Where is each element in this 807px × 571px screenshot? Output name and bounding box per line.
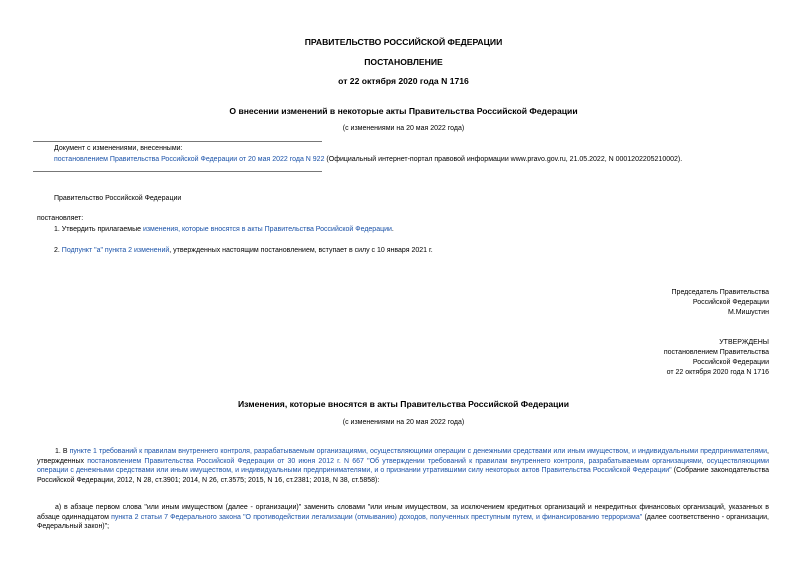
decrees-text: постановляет:	[37, 215, 84, 222]
issuer-text: Правительство Российской Федерации	[54, 195, 182, 202]
document-type: ПОСТАНОВЛЕНИЕ	[364, 57, 443, 67]
signature-position: Председатель Правительства	[671, 289, 769, 296]
document-title: О внесении изменений в некоторые акты Правительства Российской Федерации	[229, 106, 578, 116]
subparagraph-link[interactable]: Подпункт "а" пункта 2 изменений	[61, 247, 170, 254]
approved-line-4: от 22 октября 2020 года N 1716	[666, 369, 769, 376]
paragraph-1: 1. Утвердить прилагаемые изменения, которые вносятся в акты Правительства Российской Федерации.	[54, 226, 394, 233]
federal-law-link[interactable]: пункта 2 статьи 7 Федерального закона "О противодействии легализации (отмыванию) доходов, полученных преступным путем, и финансированию терроризма"	[111, 513, 643, 521]
document-date-number: от 22 октября 2020 года N 1716	[338, 76, 469, 86]
changes-label: Документ с изменениями, внесенными:	[54, 145, 183, 152]
annex-amendment-note: (с изменениями на 20 мая 2022 года)	[342, 419, 465, 426]
annex-title: Изменения, которые вносятся в акты Правительства Российской Федерации	[237, 399, 569, 409]
changes-line	[54, 156, 682, 163]
changes-annex-link[interactable]: изменения, которые вносятся в акты Правительства Российской Федерации	[142, 226, 392, 233]
signature-name: М.Мишустин	[727, 309, 769, 316]
government-heading: ПРАВИТЕЛЬСТВО РОССИЙСКОЙ ФЕДЕРАЦИИ	[304, 37, 503, 47]
divider-top	[33, 141, 322, 142]
approved-line-2: постановлением Правительства	[663, 349, 769, 356]
paragraph-2: 2. Подпункт "а" пункта 2 изменений, утвержденных настоящим постановлением, вступает в силу с 10 января 2021 г.	[54, 247, 433, 254]
requirements-link[interactable]: пункте 1 требований к правилам внутреннего контроля, разрабатываемым организациями, осуществляющими операции с денежными средствами или иным имуществом, и индивидуальными предпринимателями	[69, 448, 768, 455]
resolution-667-link[interactable]: постановлением Правительства Российской Федерации от 30 июня 2012 г. N 667 "Об утверждении требований к правилам внутреннего контроля, разрабатываемым организациями, осуществляющими операции с денежными средствами или иным имуществом, и индивидуальными предпринимателями, и о признании утратившими силу некоторых актов Правительства Российской Федерации"	[37, 457, 770, 475]
changes-link[interactable]: постановлением Правительства Российской Федерации от 20 мая 2022 года N 922	[54, 156, 325, 163]
annex-item-1: 1. В пункте 1 требований к правилам внутреннего контроля, разрабатываемым организациями, осуществляющими операции с денежными средствами или иным имуществом, и индивидуальными предпринимателями, утвержденных постановлением Правительства Российской Федерации от 30 июня 2012 г. N 667 "Об утверждении требований к правилам внутреннего контроля, разрабатываемым организациями, осуществляющими операции с денежными средствами или иным имуществом, и индивидуальными предпринимателями, и о признании утратившими силу некоторых актов Правительства Российской Федерации" (Собрание законодательства Российской Федерации, 2012, N 28, ст.3901; 2014, N 26, ст.3575; 2015, N 16, ст.2381; 2018, N 38, ст.5858):	[37, 448, 770, 484]
changes-source: (Официальный интернет-портал правовой информации www.pravo.gov.ru, 21.05.2022, N 0001202205210002).	[324, 156, 683, 163]
annex-subitem-a: а) в абзаце первом слова "или иным имуществом (далее - организации)" заменить словами "или иным имуществом, за исключением кредитных организаций и некредитных финансовых организаций, указанных в абзаце одиннадцатом пункта 2 статьи 7 Федерального закона "О противодействии легализации (отмыванию) доходов, полученных преступным путем, и финансированию терроризма" (далее соответственно - организации, Федеральный закон)";	[37, 504, 770, 531]
approved-heading: УТВЕРЖДЕНЫ	[719, 339, 769, 346]
divider-bottom	[33, 171, 322, 172]
amendment-note: (с изменениями на 20 мая 2022 года)	[342, 125, 465, 132]
approved-line-3: Российской Федерации	[692, 359, 769, 366]
signature-org: Российской Федерации	[692, 299, 769, 306]
